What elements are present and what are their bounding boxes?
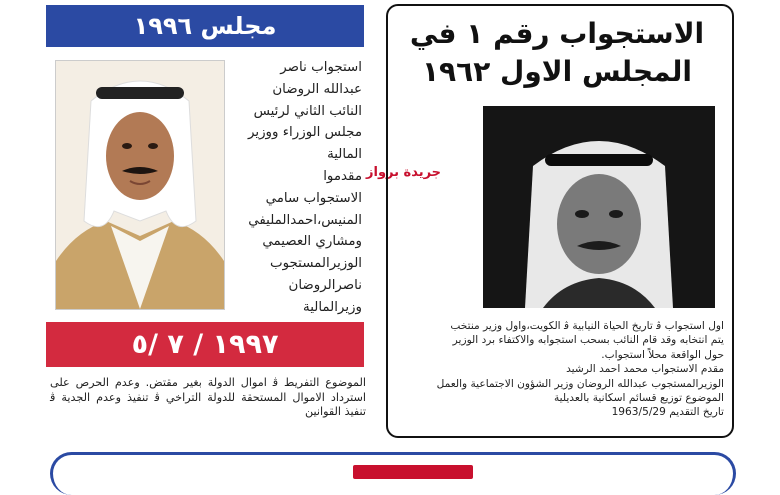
caption-line: تاريخ التقديم 1963/5/29 bbox=[611, 406, 724, 419]
next-section-frame bbox=[50, 452, 736, 495]
bio-line: مقدموا bbox=[323, 168, 362, 184]
bio-line: استجواب ناصر bbox=[280, 60, 362, 75]
man-portrait-illustration bbox=[56, 61, 224, 309]
caption-line: الموضوع توزيع قسائم اسكانية بالعديلية bbox=[553, 392, 724, 405]
bio-line: مجلس الوزراء ووزير bbox=[247, 125, 362, 141]
portrait-photo-1996 bbox=[55, 60, 225, 310]
next-section-banner-peek bbox=[353, 465, 473, 479]
bio-line: ناصرالروضان bbox=[288, 277, 362, 293]
bio-line: ومشاري العصيمي bbox=[262, 234, 362, 250]
interpellation-1962-caption bbox=[394, 319, 724, 420]
caption-line: الوزيرالمستجوب عبدالله الروضان وزير الشؤون الاجتماعية والعمل bbox=[436, 377, 724, 390]
bio-line: المالية bbox=[327, 147, 362, 163]
interpellation-1962-title bbox=[392, 15, 722, 91]
bio-line: وزيرالمالية bbox=[303, 299, 362, 315]
title-line-2: المجلس الاول ١٩٦٢ bbox=[421, 55, 693, 88]
bio-line: عبدالله الروضان bbox=[272, 81, 362, 97]
caption-line: اول استجواب ﭬ تاريخ الحياة النيابية ﭬ الكويت،واول وزير منتخب bbox=[450, 320, 724, 332]
bio-line: الوزيرالمستجوب bbox=[270, 256, 362, 272]
title-line-1: الاستجواب رقم ١ في bbox=[409, 17, 705, 50]
bio-line: الاستجواب سامي bbox=[265, 190, 362, 206]
subject-text: الموضوع التفريط ﭬ اموال الدولة بغير مقتض. وعدم الحرص على استرداد الاموال المستحقة للدولة التراخي ﭬ تنفيذ وعدم الجدية ﭬ تنفيذ القوانين bbox=[50, 376, 366, 419]
caption-line: حول الواقعة محلاً استجواب. bbox=[601, 348, 724, 361]
bw-man-portrait-illustration bbox=[483, 106, 715, 308]
caption-line: يتم انتخابه وقد قام النائب بسحب استجوابه والاكتفاء برد الوزير bbox=[452, 334, 724, 347]
majlis-1996-banner: مجلس ١٩٩٦ bbox=[46, 5, 364, 47]
bio-text bbox=[228, 57, 362, 319]
caption-line: مقدم الاستجواب محمد احمد الرشيد bbox=[566, 363, 724, 376]
portrait-photo-1962 bbox=[483, 106, 715, 308]
date-banner-1997: ١٩٩٧ / ٧ /٥ bbox=[46, 322, 364, 367]
newspaper-watermark: جريدة برواز bbox=[366, 165, 442, 180]
bio-line: المنيس،احمدالمليفي bbox=[248, 212, 362, 228]
bio-line: النائب الثاني لرئيس bbox=[253, 103, 362, 119]
